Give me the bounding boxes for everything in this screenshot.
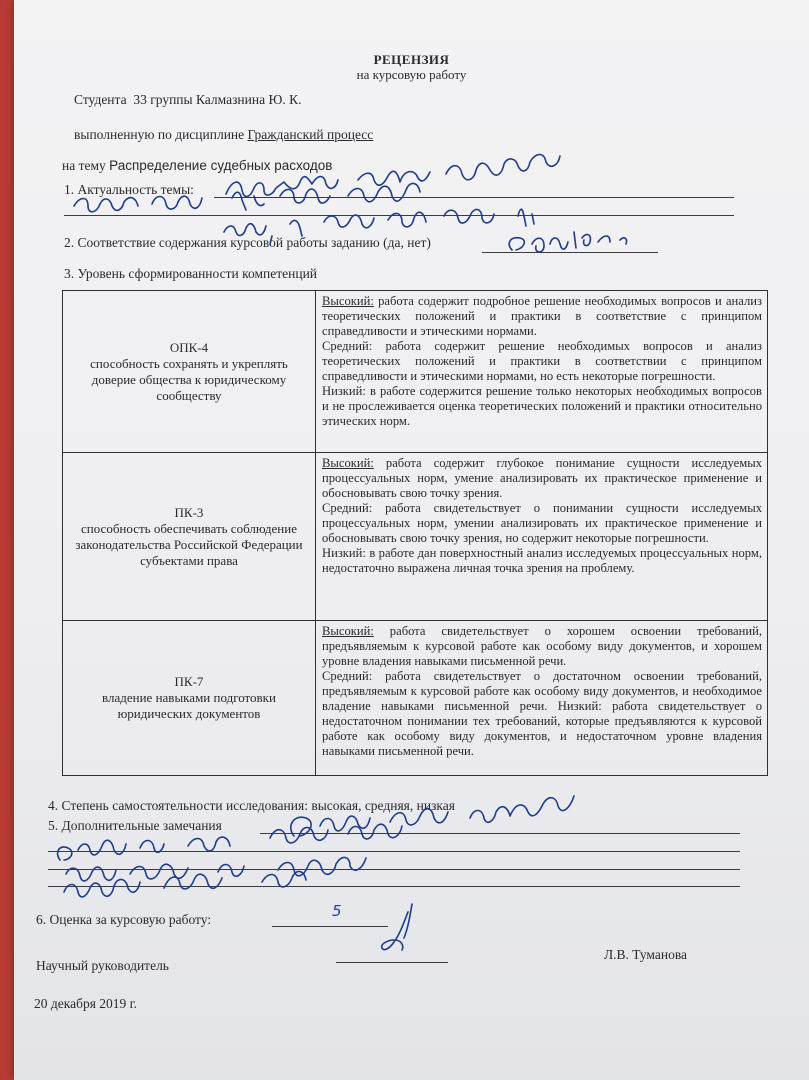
handwriting-remarks-2: [58, 824, 402, 860]
handwriting-relevance-3: [224, 209, 534, 244]
document-title: РЕЦЕНЗИЯ: [373, 52, 450, 67]
compliance-label: 2. Соответствие содержания курсовой работы заданию (да, нет): [64, 235, 431, 250]
student-label: Студента: [74, 92, 127, 107]
level-medium-low: Средний: работа свидетельствует о достаточном освоении требований, предъявляемым к курсовой работе как особому виду документов, и необходимое владение навыками письменной речи. Низкий: работа свидетельствует о недостаточном понимании тех требований, которые предъявляются к курсовой работе как особому виду документов, и недостаточном уровне владения навыками письменной речи.: [322, 669, 762, 758]
review-sheet: [14, 0, 809, 1080]
level-high: Высокий: работа содержит подробное решение необходимых вопросов и анализ теоретических положений и практики в соответствие с принципом справедливости и этическими нормами.: [322, 294, 762, 338]
grade-label: 6. Оценка за курсовую работу:: [36, 912, 212, 927]
handwritten-grade: 5: [332, 902, 342, 920]
competency-description: способность обеспечивать соблюдение законодательства Российской Федерации субъектами права: [75, 520, 303, 568]
signature-mark: [382, 904, 412, 950]
handwriting-compliance: [509, 232, 626, 252]
competency-description: способность сохранять и укреплять доверие общества к юридическому сообществу: [90, 355, 288, 403]
level-low: Низкий: в работе дан поверхностный анализ исследуемых процессуальных норм, недостаточно выражена личная точка зрения на проблему.: [322, 546, 762, 575]
handwriting-overlay: [14, 0, 809, 1080]
handwriting-relevance-1: [226, 155, 560, 197]
competencies-label: 3. Уровень сформированности компетенций: [64, 266, 318, 281]
relevance-label: 1. Актуальность темы:: [64, 182, 194, 197]
level-high: Высокий: работа свидетельствует о хорошем освоении требований, предъявляемым к курсовой работе как особому виду документов, и хорошем уровне владения навыками письменной речи.: [322, 624, 762, 668]
level-low: Низкий: в работе содержится решение только некоторых необходимых вопросов и не прослеживается оценка теоретических положений и практики относительно этических норм.: [322, 384, 762, 428]
competency-code: ОПК-4: [169, 339, 209, 355]
level-medium: Средний: работа содержит решение необходимых вопросов и анализ теоретических положений и практики в соответствии с принципом справедливости и этическими нормами, но есть некоторые погрешности.: [322, 339, 762, 383]
competency-description: владение навыками подготовки юридических документов: [102, 690, 276, 721]
handwriting-relevance-2: [74, 183, 420, 211]
topic-value: Распределение судебных расходов: [109, 158, 333, 173]
remarks-label: 5. Дополнительные замечания: [48, 818, 222, 833]
handwriting-remarks-1: [291, 796, 574, 836]
independence-label: 4. Степень самостоятельности исследования: высокая, средняя, низкая: [48, 798, 455, 813]
competency-code: ПК-3: [174, 504, 204, 520]
level-medium: Средний: работа свидетельствует о понимании сущности исследуемых процессуальных норм, умении анализировать их практическое применение и обосновывать свою точку зрения, но содержит некоторые погрешности.: [322, 501, 762, 545]
supervisor-name: Л.В. Туманова: [604, 947, 688, 962]
review-date: 20 декабря 2019 г.: [34, 996, 138, 1011]
discipline-label: выполненную по дисциплине: [74, 127, 245, 142]
discipline-value: Гражданский процесс: [247, 127, 374, 142]
level-high: Высокий: работа содержит глубокое понимание сущности исследуемых процессуальных норм, умение анализировать их практическое применение и обосновывать свою точку зрения.: [322, 456, 762, 500]
student-name: Калмазнина Ю. К.: [195, 92, 302, 107]
student-group: 33 группы: [133, 92, 193, 107]
handwriting-remarks-3: [66, 857, 366, 881]
document-subtitle: на курсовую работу: [356, 67, 467, 82]
competency-code: ПК-7: [174, 674, 204, 689]
supervisor-label: Научный руководитель: [36, 958, 169, 973]
topic-label: на тему: [62, 158, 106, 173]
